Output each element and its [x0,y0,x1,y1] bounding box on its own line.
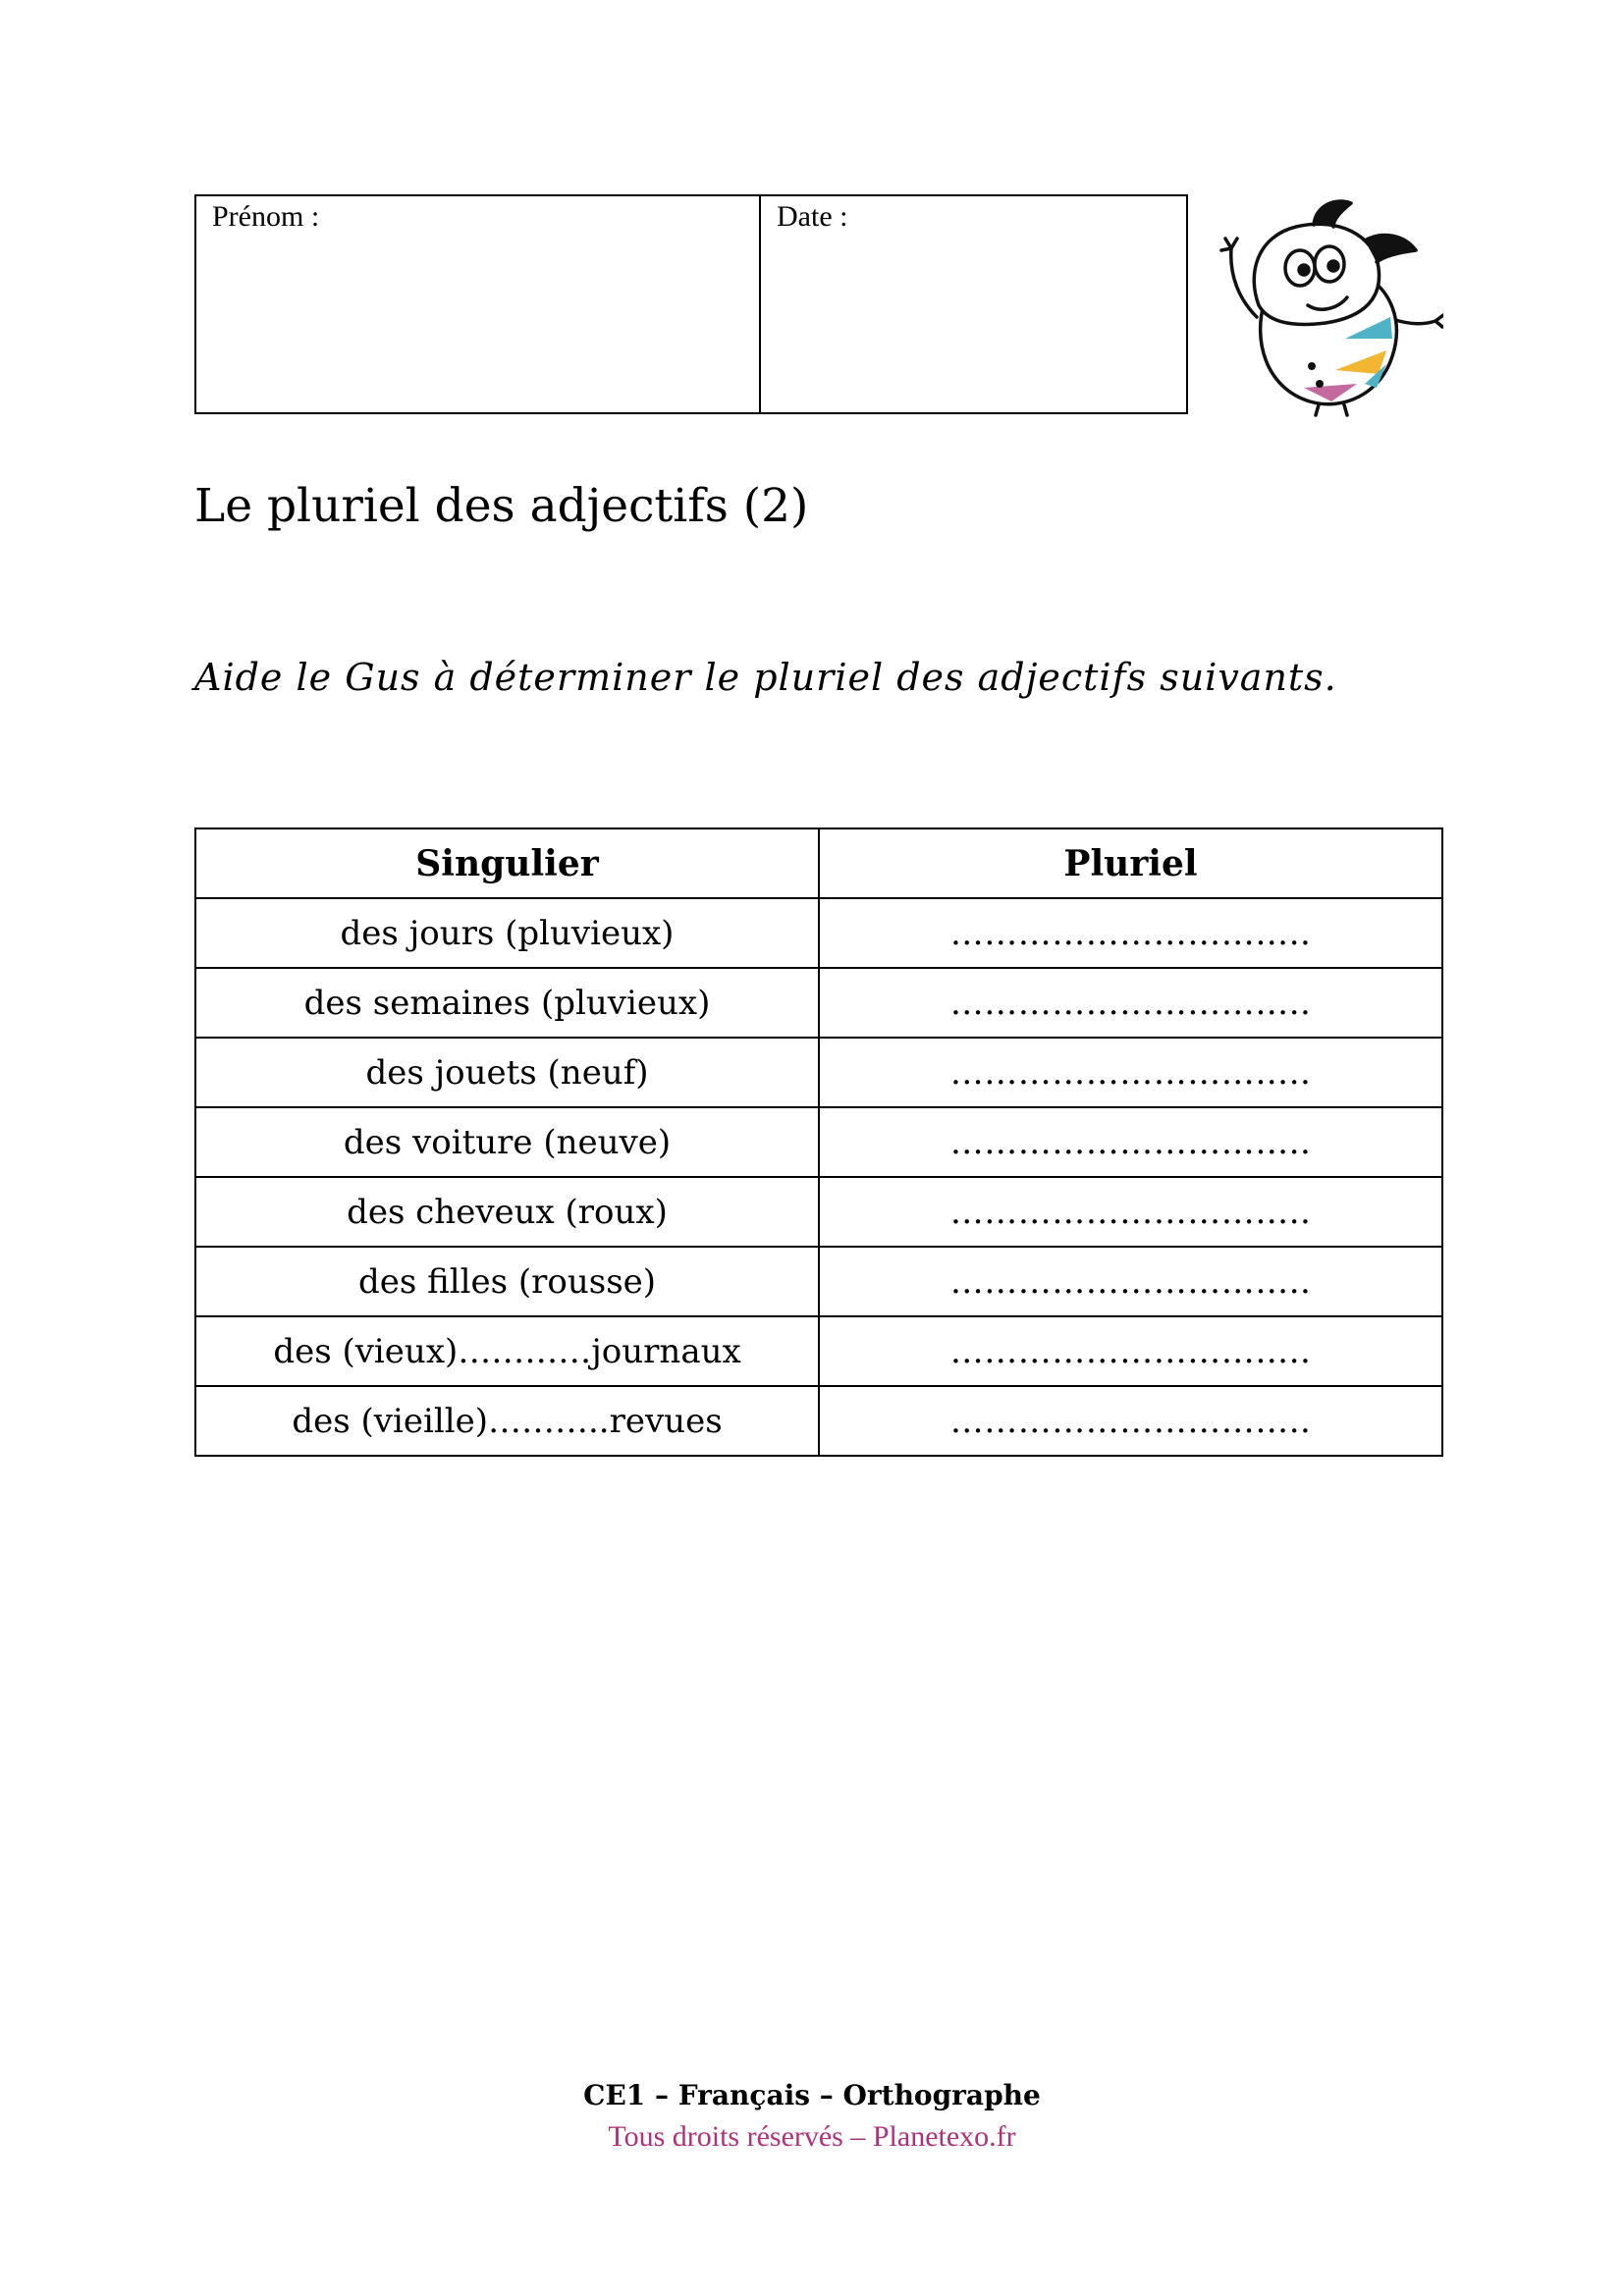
date-label: Date : [777,200,848,233]
pluriel-answer-cell[interactable]: ………………………….. [819,898,1442,968]
prenom-field[interactable] [196,196,761,412]
column-header-pluriel: Pluriel [819,828,1442,898]
table-row [195,1316,1442,1386]
pluriel-answer-cell[interactable]: ………………………….. [819,1247,1442,1316]
table-header-row [195,828,1442,898]
singulier-cell: des (vieille)………..revues [195,1386,819,1456]
table-row [195,1247,1442,1316]
table-row [195,1107,1442,1177]
pluriel-answer-cell[interactable]: ………………………….. [819,1038,1442,1107]
pluriel-answer-cell[interactable]: ………………………….. [819,1177,1442,1247]
date-field[interactable] [761,196,1186,412]
plural-exercise-table [194,828,1443,1457]
singulier-cell: des filles (rousse) [195,1247,819,1316]
exercise-instruction: Aide le Gus à déterminer le pluriel des adjectifs suivants. [194,656,1337,699]
table-row [195,1177,1442,1247]
page-title: Le pluriel des adjectifs (2) [194,479,809,533]
pluriel-answer-cell[interactable]: ………………………….. [819,968,1442,1038]
table-row [195,1386,1442,1456]
gus-mascot-icon [1218,191,1443,417]
table-row [195,968,1442,1038]
table-row [195,898,1442,968]
table-row [195,1038,1442,1107]
singulier-cell: des jours (pluvieux) [195,898,819,968]
column-header-singulier: Singulier [195,828,819,898]
singulier-cell: des jouets (neuf) [195,1038,819,1107]
pluriel-answer-cell[interactable]: ………………………….. [819,1386,1442,1456]
singulier-cell: des voiture (neuve) [195,1107,819,1177]
student-info-box [194,194,1188,414]
singulier-cell: des semaines (pluvieux) [195,968,819,1038]
pluriel-answer-cell[interactable]: ………………………….. [819,1107,1442,1177]
singulier-cell: des (vieux)…………journaux [195,1316,819,1386]
footer-course-label: CE1 – Français – Orthographe [583,2079,1041,2111]
pluriel-answer-cell[interactable]: ………………………….. [819,1316,1442,1386]
footer-copyright-link[interactable]: Tous droits réservés – Planetexo.fr [608,2120,1016,2153]
singulier-cell: des cheveux (roux) [195,1177,819,1247]
prenom-label: Prénom : [212,200,320,233]
